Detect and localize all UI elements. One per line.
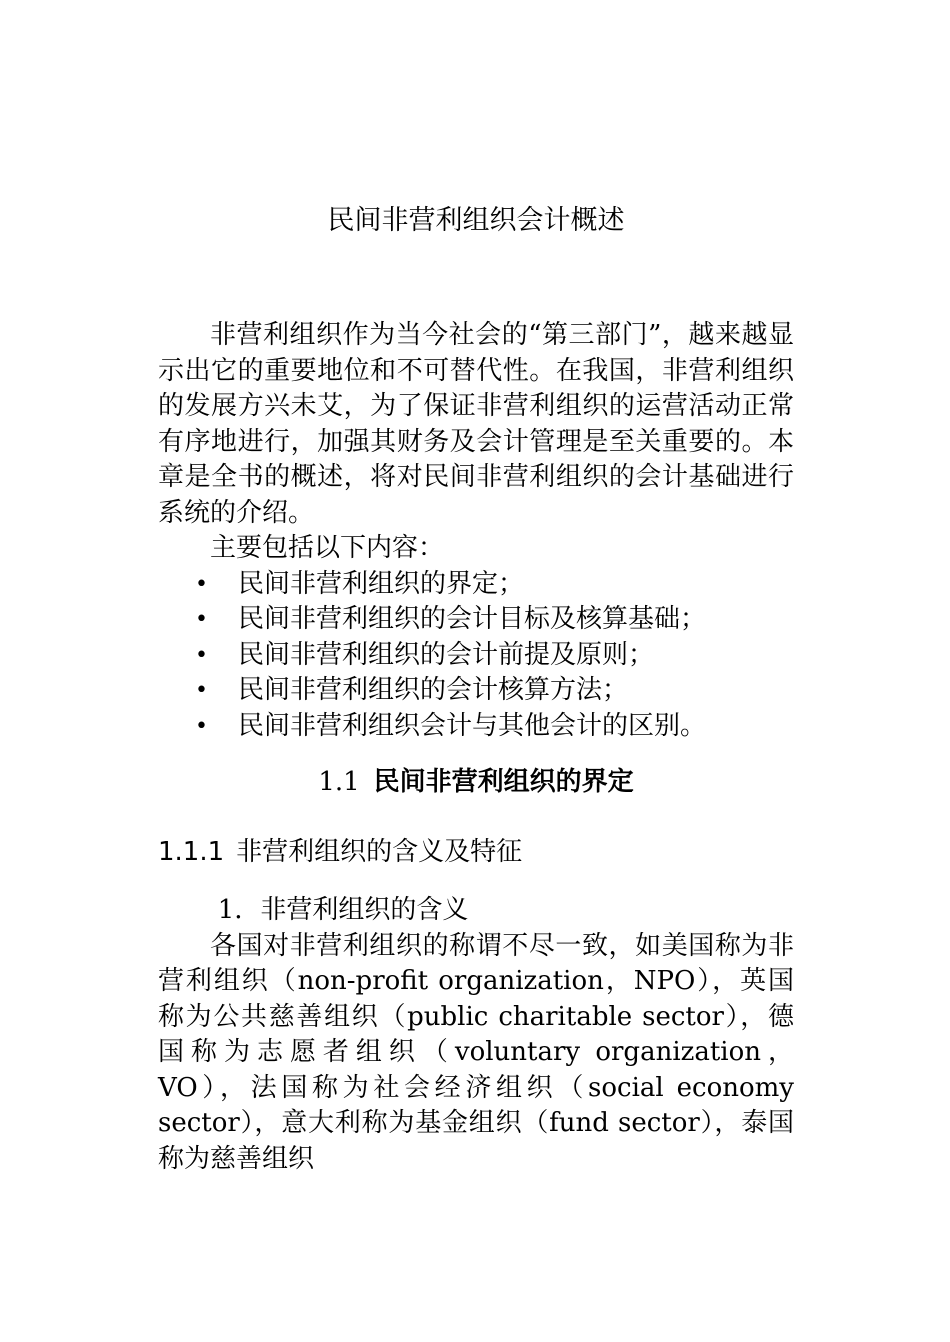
item-paragraph: 各国对非营利组织的称谓不尽一致，如美国称为非营利组织（non-profit organization，NPO），英国称为公共慈善组织（public charitable sector），德国称为志愿者组织（voluntary organization，VO），法国称为社会经济组织（social economy sector），意大利称为基金组织（fund sector），泰国称为慈善组织 [158, 930, 794, 1174]
section-number: 1.1 [318, 767, 360, 797]
section-heading [158, 764, 794, 800]
bullet-icon: • [195, 571, 208, 597]
list-item [158, 638, 794, 674]
list-item-text: 民间非营利组织的会计前提及原则； [238, 639, 655, 670]
list-item [158, 709, 794, 745]
item-label: 1．非营利组织的含义 [217, 895, 469, 925]
intro-lead-text: 主要包括以下内容： [210, 533, 445, 563]
section-title: 民间非营利组织的界定 [373, 767, 634, 797]
subsection-number: 1.1.1 [158, 837, 225, 867]
list-item [158, 602, 794, 638]
list-item-text: 民间非营利组织的会计核算方法； [238, 675, 629, 705]
list-item-text: 民间非营利组织的界定； [238, 568, 525, 599]
contents-bullet-list [158, 567, 794, 745]
bullet-icon: • [195, 642, 208, 668]
intro-paragraph: 非营利组织作为当今社会的“第三部门”，越来越显示出它的重要地位和不可替代性。在我国，非营利组织的发展方兴未艾，为了保证非营利组织的运营活动正常有序地进行，加强其财务及会计管理是至关重要的。本章是全书的概述，将对民间非营利组织的会计基础进行系统的介绍。 [158, 320, 794, 528]
list-item [158, 567, 794, 603]
bullet-icon: • [195, 678, 208, 703]
list-item-text: 民间非营利组织的会计目标及核算基础； [238, 604, 707, 634]
document-title: 民间非营利组织会计概述 [327, 205, 625, 236]
bullet-icon: • [195, 607, 208, 632]
bullet-icon: • [195, 713, 208, 739]
list-item-text: 民间非营利组织会计与其他会计的区别。 [238, 710, 707, 741]
subsection-heading [158, 834, 522, 870]
subsection-title: 非营利组织的含义及特征 [236, 837, 523, 867]
list-item [158, 673, 794, 709]
intro-section [158, 318, 794, 744]
subsection-body [158, 893, 794, 1177]
